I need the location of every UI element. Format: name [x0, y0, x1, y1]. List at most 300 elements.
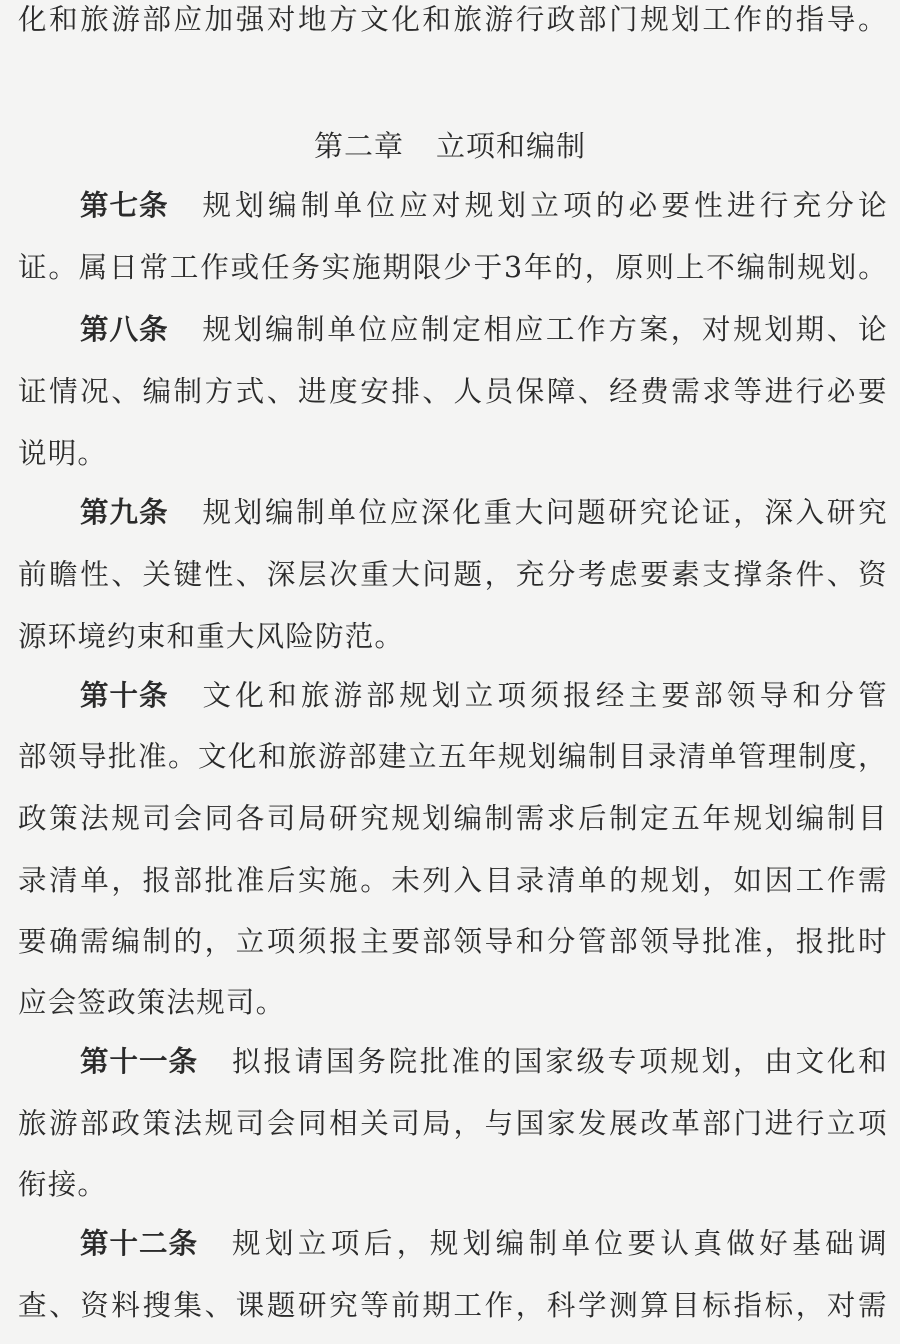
- glyph: 的: [609, 864, 639, 897]
- glyph: 同: [204, 802, 235, 835]
- glyph: 政: [111, 1107, 142, 1140]
- glyph: 划: [422, 802, 453, 835]
- glyph: 资: [857, 558, 888, 591]
- glyph: 应: [389, 496, 420, 529]
- glyph: 素: [671, 558, 701, 591]
- glyph: 料: [111, 1289, 142, 1322]
- glyph: 项: [639, 1045, 669, 1078]
- glyph: 。: [48, 251, 79, 284]
- article-heading: 第八条: [80, 313, 169, 346]
- glyph: 游: [49, 1107, 79, 1140]
- glyph: 规: [733, 802, 764, 835]
- glyph: 大: [391, 558, 422, 591]
- glyph: 旅: [300, 679, 331, 712]
- glyph: 导: [484, 925, 515, 958]
- chapter-title: 立项和编制: [436, 129, 587, 163]
- glyph: 部: [694, 679, 724, 712]
- glyph: 划: [233, 313, 264, 346]
- glyph: 安: [360, 375, 390, 408]
- glyph: 五: [438, 740, 468, 773]
- glyph: 批: [108, 740, 138, 773]
- glyph: 作: [200, 251, 230, 284]
- article-text: [203, 676, 888, 716]
- glyph: 限: [412, 251, 443, 284]
- glyph: 目: [857, 802, 888, 835]
- glyph: 编: [142, 375, 173, 408]
- glyph: 部: [18, 740, 48, 773]
- glyph: 的: [482, 1045, 513, 1078]
- glyph: 化: [391, 3, 422, 36]
- glyph: 目: [671, 1289, 701, 1322]
- glyph: 游: [318, 740, 348, 773]
- glyph: 政: [546, 3, 577, 36]
- glyph: 化: [235, 679, 265, 712]
- glyph: 国: [515, 1107, 546, 1140]
- glyph: 键: [173, 558, 204, 591]
- paragraph-line: [18, 922, 888, 962]
- glyph: 位: [358, 313, 389, 346]
- glyph: 理: [768, 740, 798, 773]
- glyph: 加: [204, 3, 235, 36]
- glyph: 前: [18, 558, 48, 591]
- glyph: 定: [640, 802, 670, 835]
- glyph: 清: [546, 864, 577, 897]
- glyph: 要: [391, 925, 422, 958]
- glyph: 入: [453, 864, 484, 897]
- glyph: 录: [515, 864, 546, 897]
- glyph: 测: [609, 1289, 639, 1322]
- glyph: 充: [515, 558, 546, 591]
- glyph: 后: [577, 802, 608, 835]
- glyph: 求: [546, 802, 577, 835]
- glyph: 准: [451, 1045, 481, 1078]
- glyph: 部: [577, 3, 608, 36]
- glyph: 文: [795, 1045, 826, 1078]
- glyph: 门: [609, 3, 639, 36]
- glyph: 项: [330, 1227, 361, 1260]
- glyph: 立: [826, 1107, 857, 1140]
- glyph: 的: [595, 189, 626, 222]
- paragraph-line: [18, 1286, 888, 1326]
- glyph: 务: [291, 251, 322, 284]
- glyph: 撑: [733, 558, 764, 591]
- glyph: 规: [733, 313, 763, 346]
- glyph: 规: [391, 802, 422, 835]
- article-7-first-line: [80, 186, 888, 226]
- glyph: 题: [453, 558, 484, 591]
- glyph: ，: [204, 925, 235, 958]
- glyph: 规: [670, 1045, 701, 1078]
- glyph: 前: [391, 1289, 422, 1322]
- article-heading: 第十二条: [80, 1227, 199, 1260]
- glyph: 充: [792, 189, 823, 222]
- glyph: 的: [554, 251, 585, 284]
- glyph: 制: [296, 496, 326, 529]
- glyph: 单: [577, 864, 608, 897]
- glyph: 和: [515, 925, 546, 958]
- glyph: 部: [702, 1107, 733, 1140]
- article-text: [232, 1042, 888, 1082]
- glyph: 深: [764, 496, 795, 529]
- glyph: 五: [671, 802, 701, 835]
- glyph: 搜: [142, 1289, 173, 1322]
- chapter-number: 第二章: [313, 129, 404, 163]
- glyph: 项: [266, 925, 297, 958]
- glyph: 级: [576, 1045, 607, 1078]
- glyph: 研: [608, 496, 639, 529]
- article-text: [203, 493, 888, 533]
- glyph: 题: [266, 1289, 297, 1322]
- glyph: 和: [258, 740, 288, 773]
- glyph: 领: [640, 925, 670, 958]
- glyph: 方: [329, 3, 359, 36]
- glyph: 立: [235, 925, 266, 958]
- glyph: 究: [329, 1289, 359, 1322]
- glyph: 算: [640, 1289, 670, 1322]
- glyph: 规: [202, 496, 233, 529]
- glyph: 如: [733, 864, 764, 897]
- glyph: 应: [514, 313, 545, 346]
- glyph: 真: [693, 1227, 724, 1260]
- glyph: 报: [563, 679, 593, 712]
- glyph: 的: [764, 3, 795, 36]
- glyph: 要: [661, 189, 692, 222]
- glyph: 须: [530, 679, 561, 712]
- glyph: 报: [142, 864, 173, 897]
- glyph: 、: [111, 375, 142, 408]
- glyph: 项: [563, 189, 593, 222]
- glyph: 主: [360, 925, 390, 958]
- paragraph-line: [18, 248, 888, 288]
- glyph: 策: [142, 1107, 173, 1140]
- glyph: 划: [528, 740, 558, 773]
- glyph: 划: [827, 251, 858, 284]
- glyph: ，: [702, 864, 733, 897]
- glyph: 定: [452, 313, 482, 346]
- article-heading: 第七条: [80, 189, 169, 222]
- glyph: 制: [528, 1227, 559, 1260]
- glyph: 重: [360, 558, 390, 591]
- glyph: ，: [396, 1227, 427, 1260]
- glyph: 、: [49, 1289, 79, 1322]
- glyph: 法: [80, 802, 110, 835]
- glyph: 局: [422, 1107, 453, 1140]
- glyph: 年: [524, 251, 554, 284]
- glyph: 性: [80, 558, 110, 591]
- glyph: 导: [759, 679, 790, 712]
- glyph: 或: [230, 251, 261, 284]
- glyph: 管: [858, 679, 888, 712]
- glyph: 入: [795, 496, 826, 529]
- glyph: 应: [389, 313, 420, 346]
- glyph: 分: [546, 558, 577, 591]
- glyph: 规: [498, 740, 528, 773]
- glyph: 规: [204, 1107, 235, 1140]
- glyph: 拟: [232, 1045, 262, 1078]
- glyph: 深: [421, 496, 451, 529]
- glyph: 应: [173, 3, 204, 36]
- glyph: 方: [204, 375, 235, 408]
- glyph: 深: [266, 558, 297, 591]
- glyph: 编: [736, 251, 767, 284]
- glyph: 项: [497, 679, 528, 712]
- paragraph-line: 说明。: [18, 437, 108, 470]
- glyph: 批: [826, 925, 857, 958]
- glyph: 科: [546, 1289, 577, 1322]
- glyph: 位: [594, 1227, 625, 1260]
- glyph: 旅: [18, 1107, 48, 1140]
- glyph: 化: [228, 740, 258, 773]
- glyph: 实: [297, 864, 328, 897]
- glyph: 主: [628, 679, 659, 712]
- article-heading: 第十一条: [80, 1045, 199, 1078]
- glyph: 不: [706, 251, 736, 284]
- glyph: 障: [546, 375, 577, 408]
- glyph: 查: [18, 1289, 48, 1322]
- glyph: 会: [266, 1107, 297, 1140]
- glyph: ，: [111, 864, 142, 897]
- glyph: 要: [18, 925, 48, 958]
- glyph: 性: [694, 189, 724, 222]
- glyph: 经: [609, 375, 639, 408]
- glyph: 清: [678, 740, 708, 773]
- glyph: 、: [111, 558, 142, 591]
- glyph: 员: [484, 375, 515, 408]
- glyph: 规: [797, 251, 828, 284]
- paragraph-line: 源环境约束和重大风险防范。: [18, 620, 405, 653]
- paragraph-line: [18, 0, 888, 40]
- glyph: 作: [826, 864, 857, 897]
- glyph: 分: [825, 679, 856, 712]
- glyph: 行: [759, 189, 790, 222]
- glyph: 立: [530, 189, 561, 222]
- glyph: 划: [431, 679, 462, 712]
- glyph: 部: [173, 864, 204, 897]
- glyph: 位: [358, 496, 389, 529]
- glyph: 作: [577, 313, 607, 346]
- glyph: 后: [363, 1227, 394, 1260]
- glyph: 管: [577, 925, 608, 958]
- glyph: 编: [795, 802, 826, 835]
- glyph: 重: [483, 496, 514, 529]
- glyph: 单: [333, 189, 364, 222]
- glyph: 基: [792, 1227, 822, 1260]
- glyph: 问: [422, 558, 453, 591]
- glyph: 等: [360, 1289, 390, 1322]
- glyph: 单: [80, 864, 110, 897]
- glyph: 和: [49, 3, 79, 36]
- glyph: 录: [18, 864, 48, 897]
- glyph: 实: [321, 251, 352, 284]
- glyph: 报: [795, 925, 826, 958]
- glyph: 性: [204, 558, 235, 591]
- glyph: 游: [484, 3, 515, 36]
- glyph: 部: [348, 740, 378, 773]
- glyph: 则: [645, 251, 676, 284]
- glyph: 期: [382, 251, 413, 284]
- glyph: 编: [453, 802, 484, 835]
- glyph: 标: [764, 1289, 795, 1322]
- glyph: 批: [204, 864, 235, 897]
- glyph: 况: [80, 375, 110, 408]
- glyph: 关: [360, 1107, 390, 1140]
- glyph: 编: [268, 189, 298, 222]
- article-heading: 第九条: [80, 496, 169, 529]
- glyph: 相: [329, 1107, 359, 1140]
- glyph: 制: [296, 313, 326, 346]
- glyph: 旅: [80, 3, 110, 36]
- glyph: 由: [764, 1045, 795, 1078]
- paragraph-line: [18, 555, 888, 595]
- glyph: 必: [826, 375, 857, 408]
- glyph: 、: [826, 558, 857, 591]
- glyph: 须: [297, 925, 328, 958]
- glyph: 需: [671, 375, 701, 408]
- glyph: 专: [607, 1045, 638, 1078]
- chapter-heading: [0, 126, 900, 166]
- glyph: ，: [484, 558, 515, 591]
- glyph: 案: [639, 313, 670, 346]
- paragraph-line: [18, 372, 888, 412]
- glyph: 行: [795, 375, 826, 408]
- glyph: 支: [702, 558, 733, 591]
- glyph: 分: [546, 925, 577, 958]
- glyph: 调: [858, 1227, 888, 1260]
- article-8-first-line: [80, 310, 888, 350]
- glyph: 施: [329, 864, 359, 897]
- glyph: 大: [514, 496, 545, 529]
- glyph: 请: [294, 1045, 325, 1078]
- glyph: 游: [111, 3, 142, 36]
- article-text: [203, 310, 888, 350]
- glyph: ，: [733, 1045, 763, 1078]
- glyph: 划: [497, 189, 528, 222]
- glyph: 规: [640, 864, 670, 897]
- glyph: 规: [111, 802, 142, 835]
- article-text: [203, 186, 888, 226]
- glyph: 做: [726, 1227, 757, 1260]
- glyph: 与: [484, 1107, 515, 1140]
- glyph: 旅: [288, 740, 318, 773]
- glyph: 立: [297, 1227, 328, 1260]
- glyph: 指: [795, 3, 826, 36]
- glyph: 部: [80, 1107, 110, 1140]
- glyph: 论: [670, 496, 701, 529]
- glyph: 位: [366, 189, 397, 222]
- glyph: 制: [484, 802, 515, 835]
- glyph: 论: [858, 189, 888, 222]
- glyph: 规: [464, 189, 495, 222]
- glyph: 工: [702, 3, 733, 36]
- glyph: 国: [513, 1045, 544, 1078]
- glyph: 准: [138, 740, 168, 773]
- glyph: 制: [609, 802, 639, 835]
- glyph: 进: [764, 1107, 795, 1140]
- glyph: 层: [297, 558, 328, 591]
- glyph: 编: [495, 1227, 526, 1260]
- glyph: 经: [595, 679, 626, 712]
- glyph: 部: [609, 925, 639, 958]
- glyph: 规: [429, 1227, 460, 1260]
- glyph: 件: [795, 558, 826, 591]
- paragraph-line: [18, 799, 888, 839]
- glyph: 批: [702, 925, 733, 958]
- glyph: 立: [464, 679, 495, 712]
- glyph: 报: [329, 925, 359, 958]
- glyph: 单: [708, 740, 738, 773]
- glyph: 划: [671, 864, 701, 897]
- glyph: 编: [558, 740, 588, 773]
- glyph: 化: [18, 3, 48, 36]
- glyph: 。: [858, 251, 888, 284]
- glyph: 题: [577, 496, 607, 529]
- glyph: 文: [198, 740, 228, 773]
- glyph: 相: [483, 313, 514, 346]
- glyph: 编: [264, 313, 295, 346]
- glyph: 研: [826, 496, 857, 529]
- glyph: 划: [671, 3, 701, 36]
- glyph: 需: [515, 802, 546, 835]
- glyph: 证: [702, 496, 732, 529]
- glyph: 、: [235, 558, 266, 591]
- paragraph-line: 应会签政策法规司。: [18, 986, 286, 1019]
- glyph: 费: [640, 375, 670, 408]
- glyph: 问: [545, 496, 576, 529]
- glyph: 划: [462, 1227, 493, 1260]
- glyph: 目: [484, 864, 515, 897]
- glyph: ，: [670, 313, 701, 346]
- glyph: 施: [352, 251, 382, 284]
- glyph: 、: [266, 375, 297, 408]
- glyph: 次: [329, 558, 359, 591]
- glyph: 行: [515, 3, 546, 36]
- glyph: 制: [798, 740, 828, 773]
- glyph: 要: [627, 1227, 658, 1260]
- glyph: 度: [828, 740, 858, 773]
- glyph: 进: [727, 189, 757, 222]
- glyph: 单: [327, 313, 358, 346]
- glyph: 对: [826, 1289, 857, 1322]
- glyph: 认: [660, 1227, 691, 1260]
- glyph: 础: [825, 1227, 855, 1260]
- glyph: 究: [858, 496, 888, 529]
- glyph: 和: [422, 3, 453, 36]
- glyph: ，: [453, 1107, 484, 1140]
- glyph: 编: [111, 925, 142, 958]
- glyph: 制: [300, 189, 331, 222]
- glyph: 导: [826, 3, 857, 36]
- glyph: 年: [468, 740, 498, 773]
- glyph: 划: [701, 1045, 732, 1078]
- glyph: 度: [329, 375, 359, 408]
- glyph: 关: [142, 558, 173, 591]
- article-10-first-line: [80, 676, 888, 716]
- glyph: 排: [391, 375, 422, 408]
- glyph: 和: [792, 679, 823, 712]
- glyph: 工: [795, 864, 826, 897]
- glyph: 工: [453, 1289, 484, 1322]
- glyph: 规: [202, 189, 233, 222]
- glyph: 工: [169, 251, 200, 284]
- glyph: 属: [78, 251, 109, 284]
- glyph: 考: [577, 558, 608, 591]
- glyph: 各: [235, 802, 266, 835]
- glyph: 司: [266, 802, 297, 835]
- glyph: 门: [733, 1107, 764, 1140]
- glyph: 课: [235, 1289, 266, 1322]
- glyph: 部: [142, 3, 173, 36]
- glyph: 制: [826, 802, 857, 835]
